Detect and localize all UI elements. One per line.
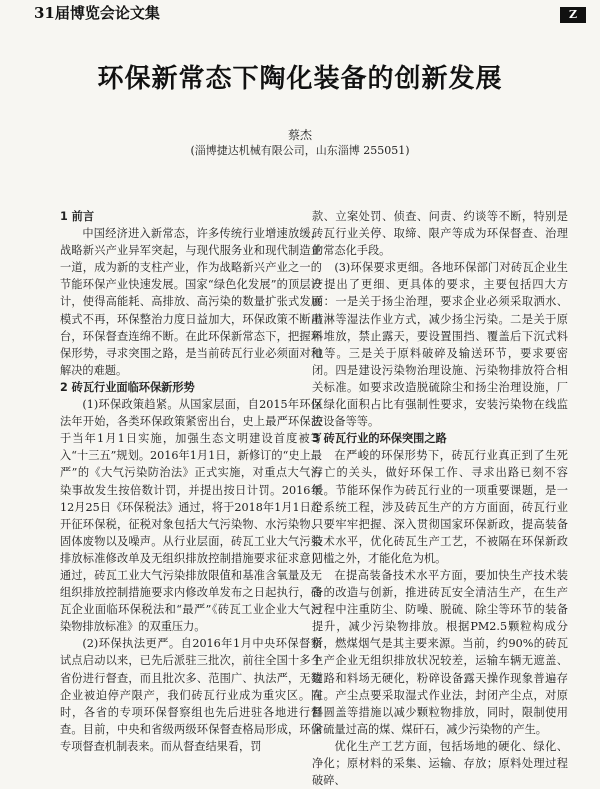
paper-title: 环保新常态下陶化装备的创新发展: [97, 64, 503, 94]
paragraph: (2)环保执法更严。自2016年1月中央环保督察试点启动以来，已先后派驻三批次，前往全国十多个省份进行督查，而且批次多、范围广、执法严，无数企业被迫停产限产，我们砖瓦行业成为重灾区。同时，各省的专项环保督察组也先后进驻各地进行督查。目前，中央和省级两级环保督查格局形成，环保专项督查机制表来。而从督查结果看，罚: [60, 637, 322, 753]
right-column: [312, 208, 568, 789]
author-affiliation: (淄博捷达机械有限公司，山东淄博 255051): [190, 144, 410, 157]
section-2-heading: 2 砖瓦行业面临环保新形势: [60, 380, 195, 394]
author-name: 蔡杰: [287, 128, 312, 142]
section-3-heading: 3 砖瓦行业的环保突围之路: [312, 432, 447, 446]
running-header: [34, 2, 586, 24]
paragraph: 优化生产工艺方面，包括场地的硬化、绿化、净化；原材料的采集、运输、存放；原料处理过程破碎、: [312, 739, 568, 788]
left-column: [60, 208, 322, 755]
paragraph: 中国经济进入新常态，许多传统行业增速放缓，战略新兴产业异军突起，与现代服务业和现代制造业一道，成为新的支柱产业，作为战略新兴产业之一的节能环保产业快速发展。国家“绿色化发展”的顶层设计，使得高能耗、高排放、高污染的数量扩张式发展模式不再，环保整治力度日益加大，环保政策不断出台，环保督查连绵不断。在此环保新常态下，把握环保形势，寻求突围之路，是当前砖瓦行业必须面对和解决的难题。: [60, 227, 322, 377]
section-1-heading: 1 前言: [60, 210, 95, 223]
paragraph: (1)环保政策趋紧。从国家层面，自2015年环保法年开始，各类环保政策紧密出台，史上最严环保法于当年1月1日实施，加强生态文明建设首度被写入“十三五”规划。2016年1月1日，新修订的“史上最严”的《大气污染防治法》正式实施，对重点大气污染事故发生按倍数计罚，并提出按日计罚。2016年12月25日《环保税法》通过，将于2018年1月1日起开征环保税，征税对象包括大气污染物、水污染物、固体废物以及噪声。从行业层面，砖瓦工业大气污染排放标准修改单及无组织排放控制措施要求征求意见通过，砖瓦工业大气污染排放限值和基准含氧量及无组织排放控制措施要求内修改单发布之日起执行，砖瓦企业面临环保税法和“最严”《砖瓦工业企业大气污染物排放标准》的双重压力。: [60, 398, 322, 634]
paragraph: 在提高装备技术水平方面，要加快生产技术装备的改造与创新，推进砖瓦安全清洁生产，在生产过程中注重防尘、防噪、脱硫、除尘等环节的装备提升，减少污染物排放。根据PM2.5颗粒构成分析，燃煤烟气是其主要来源。当前，约90%的砖瓦生产企业无组织排放状况较差，运输车辆无遮盖、道路和料场无硬化，粉碎设备露天操作现象普遍存在。产尘点要采取湿式作业法，封闭产尘点，对原料圆盖等措施以减少颗粒物排放，同时，限制使用含硫量过高的煤、煤矸石，减少污染物的产生。: [312, 568, 568, 736]
journal-logo-icon: Z: [560, 7, 586, 23]
paragraph: (3)环保要求更细。各地环保部门对砖瓦企业生产提出了更细、更具体的要求，主要包括四大方面：一是关于扬尘治理，要求企业必须采取洒水、喷淋等湿法作业方式，减少扬尘污染。二是关于原料堆放，禁止露天，要设置围挡、覆盖后下沉式料池等。三是关于原料破碎及输送环节，要求要密闭。四是建设污染物治理设施、污染物排放符合相关标准。如要求改造脱硫除尘和扬尘治理设施，厂区绿化面积占比有强制性要求，安装污染物在线监控设备等等。: [312, 261, 568, 429]
running-title: 31届博览会论文集: [34, 4, 160, 22]
paragraph: 在严峻的环保形势下，砖瓦行业真正到了生死存亡的关头，做好环保工作、寻求出路已刻不容缓。节能环保作为砖瓦行业的一项重要课题，是一个系统工程，涉及砖瓦生产的方方面面，砖瓦行业只要牢牢把握、深入贯彻国家环保新政，提高装备技术水平，优化砖瓦生产工艺，不被隔在环保新政门槛之外，才能化危为机。: [312, 449, 568, 565]
paragraph: 款、立案处罚、侦查、问责、约谈等不断，特别是砖瓦行业关停、取缔、限产等成为环保督查、治理的常态化手段。: [312, 210, 568, 258]
